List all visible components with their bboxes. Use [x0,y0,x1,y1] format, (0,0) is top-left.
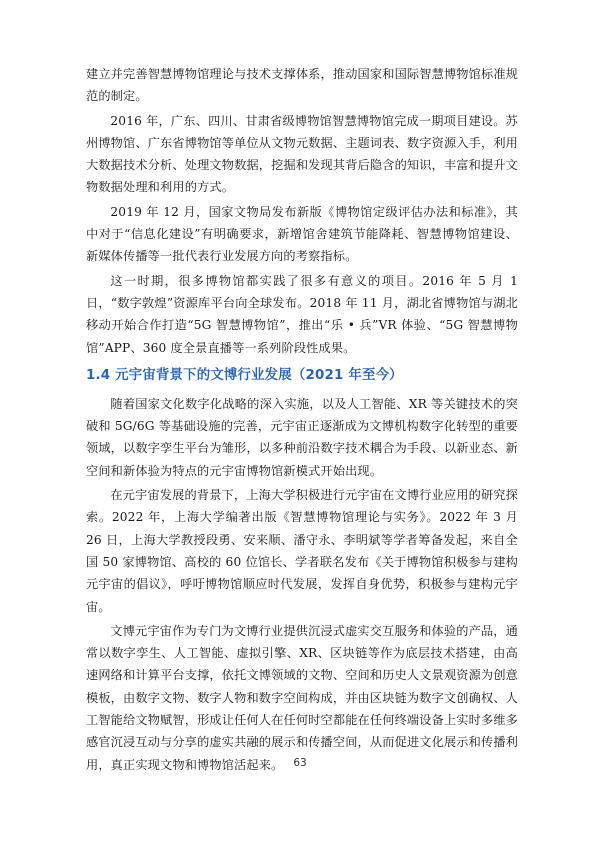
paragraph-2019-standards: 2019 年 12 月，国家文物局发布新版《博物馆定级评估办法和标准》，其中对于“信息化建设”有明确要求，新增馆舍建筑节能降耗、智慧博物馆建设、新媒体传播等一批代表行业发展方向的考察指标。 [86,204,518,264]
page-number: 63 [293,757,307,769]
paragraph-metaverse-intro: 随着国家文化数字化战略的深入实施，以及人工智能、XR 等关键技术的突破和 5G/6G 等基础设施的完善，元宇宙正逐渐成为文博机构数字化转型的重要领域，以数字孪生平台为雏形，以多种前沿数字技术耦合为手段、以新业态、新空间和新体验为特点的元宇宙博物馆新模式开始出现。 [86,396,518,478]
paragraph-metaverse-definition: 文博元宇宙作为专门为文博行业提供沉浸式虚实交互服务和体验的产品，通常以数字孪生、人工智能、虚拟引擎、XR、区块链等作为底层技术搭建，由高速网络和计算平台支撑，依托文博领域的文物、空间和历史人文景观资源为创意模板，由数字文物、数字人物和数字空间构成，并由区块链为数字文创确权、人工智能给文物赋智，形成让任何人在任何时空都能在任何终端设备上实时多维多感官沉浸互动与分享的虚实共融的展示和传播空间，从而促进文化展示和传播利用，真正实现文物和博物馆活起来。 [86,623,518,772]
paragraph-continuation: 建立并完善智慧博物馆理论与技术支撑体系，推动国家和国际智慧博物馆标准规范的制定。 [86,67,518,104]
paragraph-2016-projects: 2016 年，广东、四川、甘肃省级博物馆智慧博物馆完成一期项目建设。苏州博物馆、广东省博物馆等单位从文物元数据、主题词表、数字资源入手，利用大数据技术分析、处理文物数据，挖掘和发现其背后隐含的知识，丰富和提升文物数据处理和利用的方式。 [86,113,518,195]
page-content [86,63,518,776]
paragraph-period-projects: 这一时期，很多博物馆都实践了很多有意义的项目。2016 年 5 月 1 日，“数字敦煌”资源库平台向全球发布。2018 年 11 月，湖北省博物馆与湖北移动开始合作打造“5G 智慧博物馆”，推出“乐 • 兵”VR 体验、“5G 智慧博物馆”APP、360 度全景直播等一系列阶段性成果。 [86,273,518,355]
section-heading: 1.4 元宇宙背景下的文博行业发展（2021 年至今） [86,367,403,383]
paragraph-shanghai-university: 在元宇宙发展的背景下，上海大学积极进行元宇宙在文博行业应用的研究探索。2022 年，上海大学编著出版《智慧博物馆理论与实务》。2022 年 3 月 26 日，上海大学教授段勇、安来顺、潘守永、李明斌等学者筹备发起，来自全国 50 家博物馆、高校的 60 位馆长、学者联名发布《关于博物馆积极参与建构元宇宙的倡议》，呼吁博物馆顺应时代发展，发挥自身优势，积极参与建构元宇宙。 [86,488,518,614]
